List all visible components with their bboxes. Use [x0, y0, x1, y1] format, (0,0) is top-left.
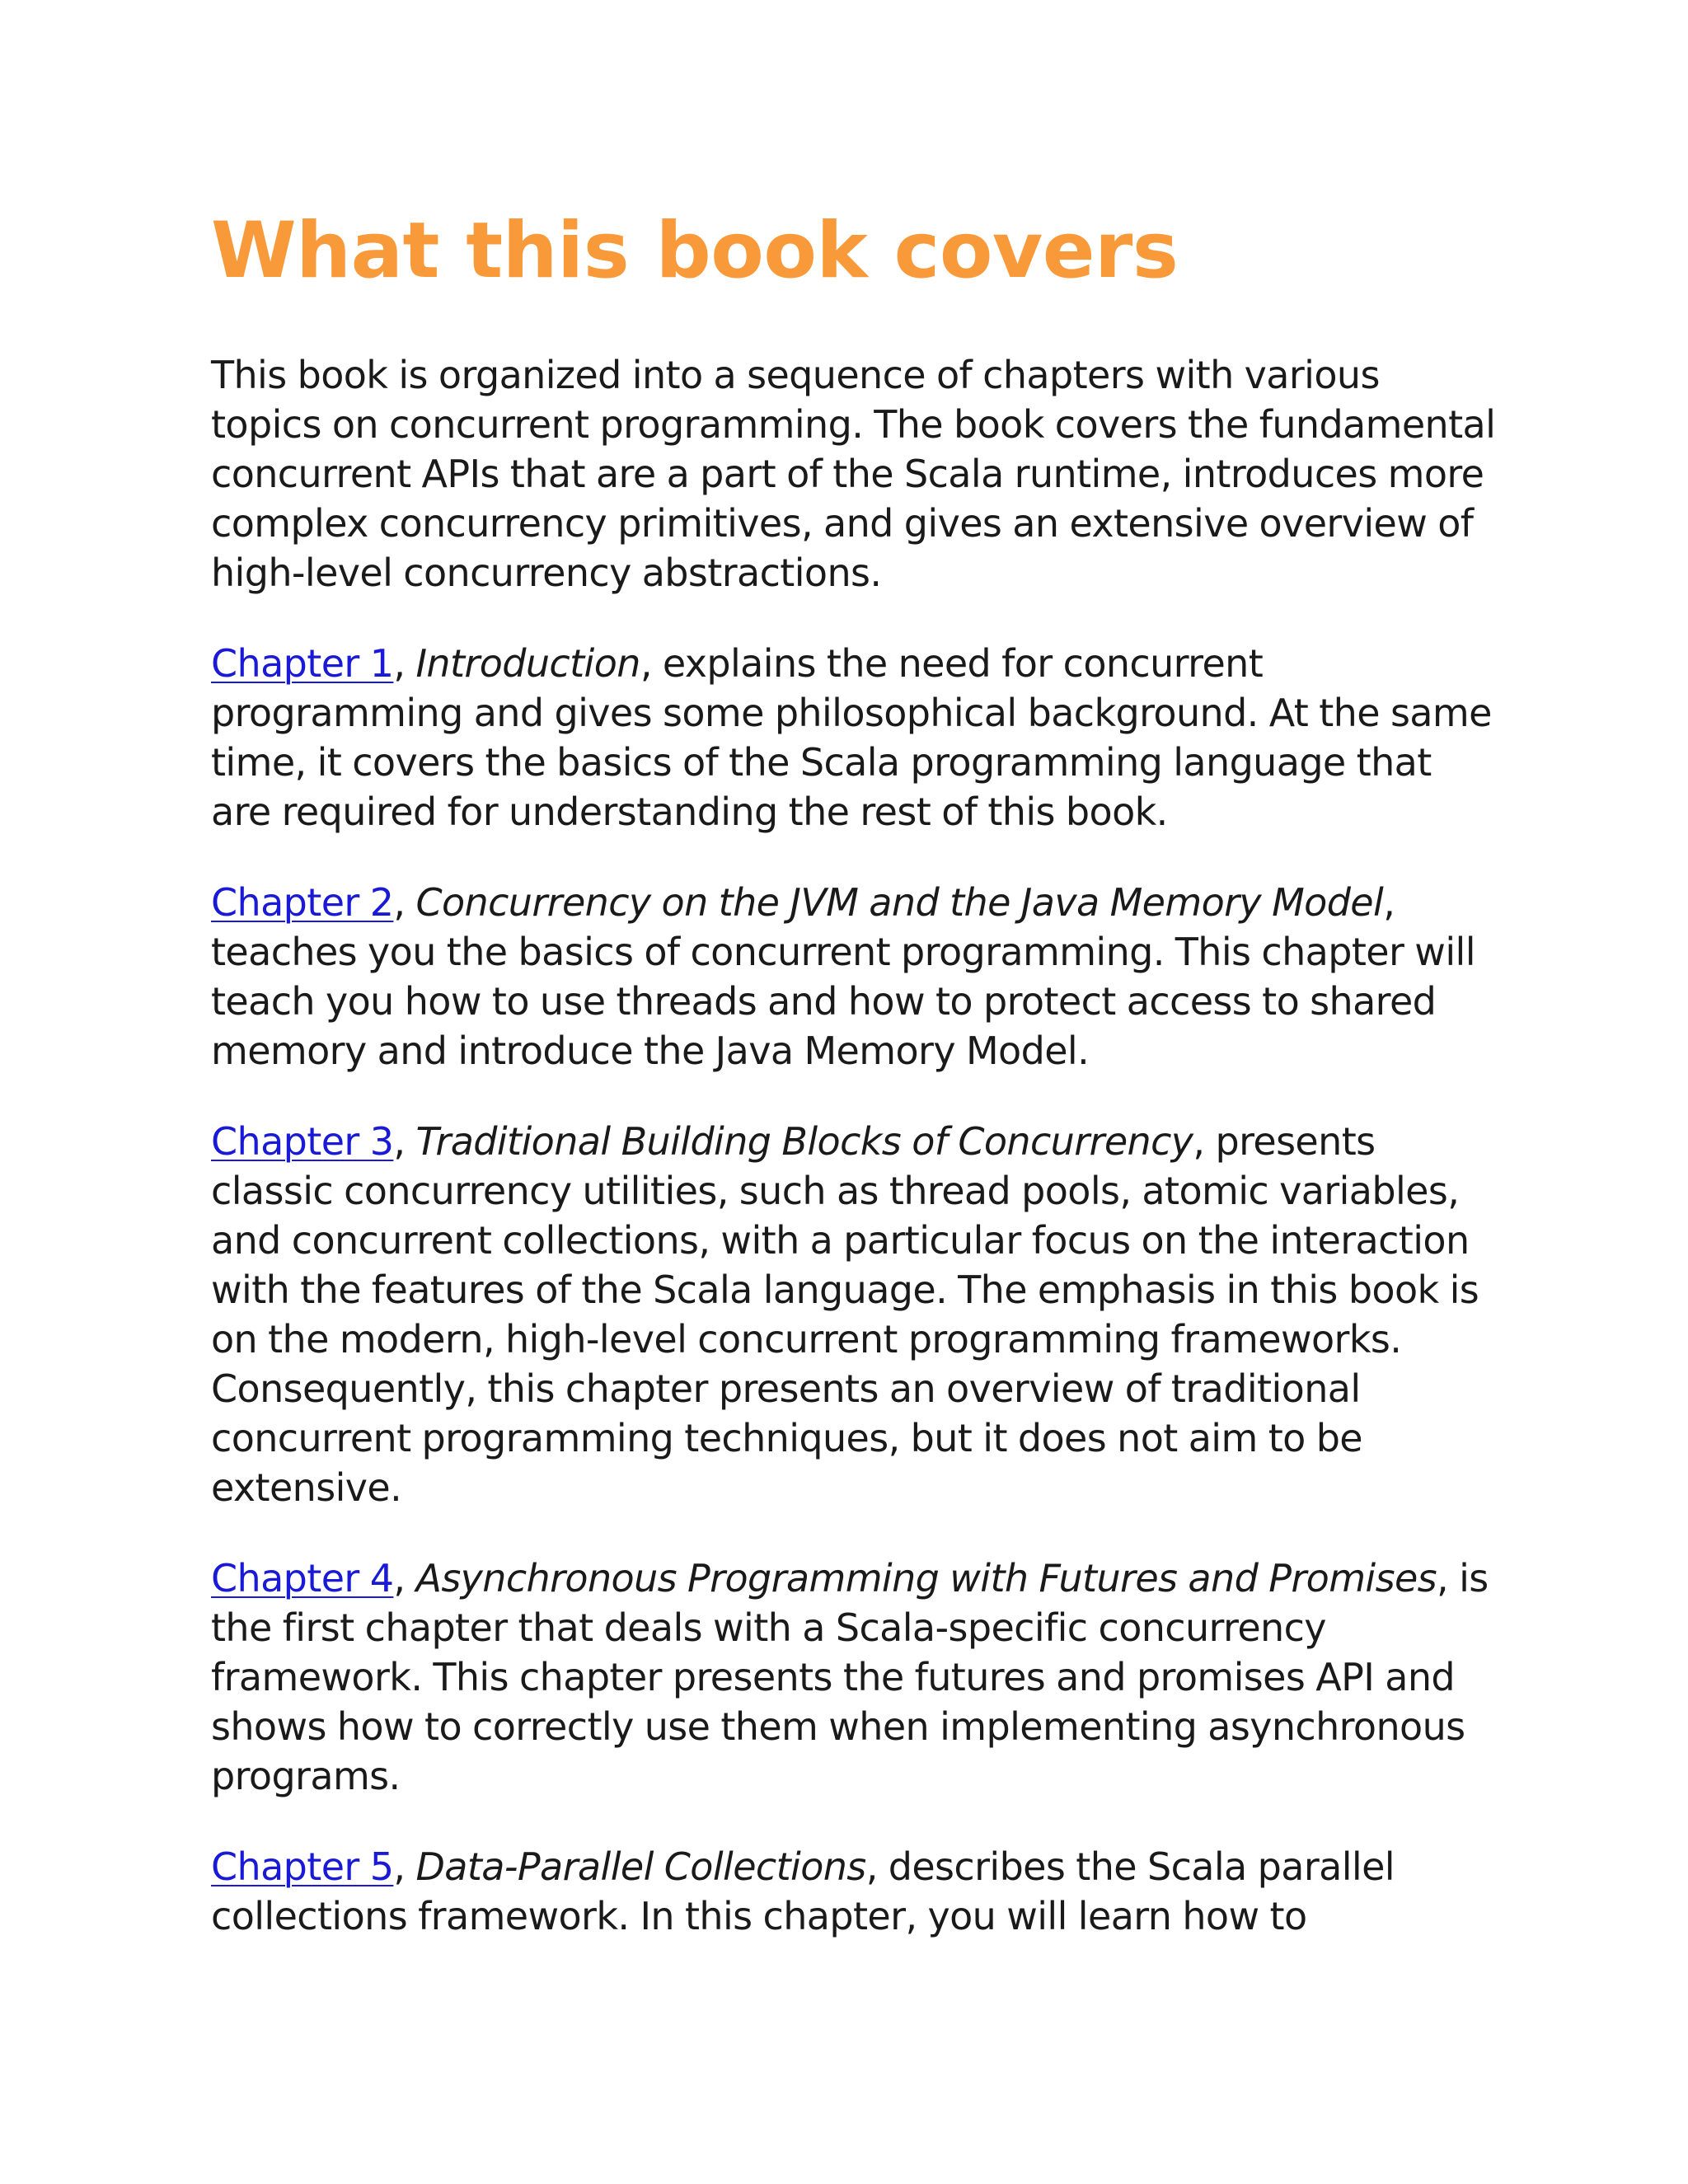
chapter-1-title: Introduction — [415, 641, 640, 686]
chapter-5-paragraph: Chapter 5, Data-Parallel Collections, describes the Scala parallel collections framework. In this chapter, you will learn how to — [211, 1844, 1395, 1938]
chapter-3-paragraph: Chapter 3, Traditional Building Blocks of Concurrency, presents classic concurrency utilities, such as thread pools, atomic variables, and concurrent collections, with a particular focus on the interaction with the features of the Scala language. The emphasis in this book is on the modern, high-level concurrent programming frameworks. Consequently, this chapter presents an overview of traditional concurrent programming techniques, but it does not aim to be extensive. — [211, 1119, 1479, 1510]
chapter-4-paragraph: Chapter 4, Asynchronous Programming with Futures and Promises, is the first chapter that deals with a Scala-specific concurrency framework. This chapter presents the futures and promises API and shows how to correctly use them when implementing asynchronous programs. — [211, 1556, 1489, 1798]
page-title: What this book covers — [211, 206, 1179, 296]
chapter-1-paragraph: Chapter 1, Introduction, explains the need for concurrent programming and gives some philosophical background. At the same time, it covers the basics of the Scala programming language that are required for understanding the rest of this book. — [211, 641, 1492, 834]
chapter-1-description: explains the need for concurrent programming and gives some philosophical background. At the same time, it covers the basics of the Scala programming language that are required for understanding the rest of this book. — [211, 641, 1492, 834]
chapter-4-description: is the first chapter that deals with a Scala-specific concurrency framework. This chapter presents the futures and promises API and shows how to correctly use them when implementing asynchronous programs. — [211, 1556, 1489, 1798]
chapter-2-paragraph: Chapter 2, Concurrency on the JVM and the Java Memory Model, teaches you the basics of concurrent programming. This chapter will teach you how to use threads and how to protect access to shared memory and introduce the Java Memory Model. — [211, 880, 1475, 1073]
chapter-5-description: describes the Scala parallel collections framework. In this chapter, you will learn how to — [211, 1844, 1395, 1938]
chapter-5-link[interactable]: Chapter 5 — [211, 1844, 394, 1889]
chapter-3-link[interactable]: Chapter 3 — [211, 1119, 394, 1164]
chapter-3-description: presents classic concurrency utilities, such as thread pools, atomic variables, and concurrent collections, with a particular focus on the interaction with the features of the Scala language. The emphasis in this book is on the modern, high-level concurrent programming frameworks. Consequently, this chapter presents an overview of traditional concurrent programming techniques, but it does not aim to be extensive. — [211, 1119, 1479, 1510]
chapter-2-title: Concurrency on the JVM and the Java Memory Model — [415, 880, 1384, 925]
chapter-5-title: Data-Parallel Collections — [415, 1844, 866, 1889]
chapter-4-link[interactable]: Chapter 4 — [211, 1556, 394, 1601]
chapter-2-description: teaches you the basics of concurrent programming. This chapter will teach you how to use threads and how to protect access to shared memory and introduce the Java Memory Model. — [211, 930, 1475, 1073]
chapter-1-link[interactable]: Chapter 1 — [211, 641, 394, 686]
chapter-4-title: Asynchronous Programming with Futures and Promises — [415, 1556, 1437, 1601]
page-content — [211, 202, 1497, 1941]
chapter-3-title: Traditional Building Blocks of Concurrency — [415, 1119, 1193, 1164]
chapter-2-link[interactable]: Chapter 2 — [211, 880, 394, 925]
intro-paragraph: This book is organized into a sequence of chapters with various topics on concurrent programming. The book covers the fundamental concurrent APIs that are a part of the Scala runtime, introduces more complex concurrency primitives, and gives an extensive overview of high-level concurrency abstractions. — [211, 353, 1496, 595]
